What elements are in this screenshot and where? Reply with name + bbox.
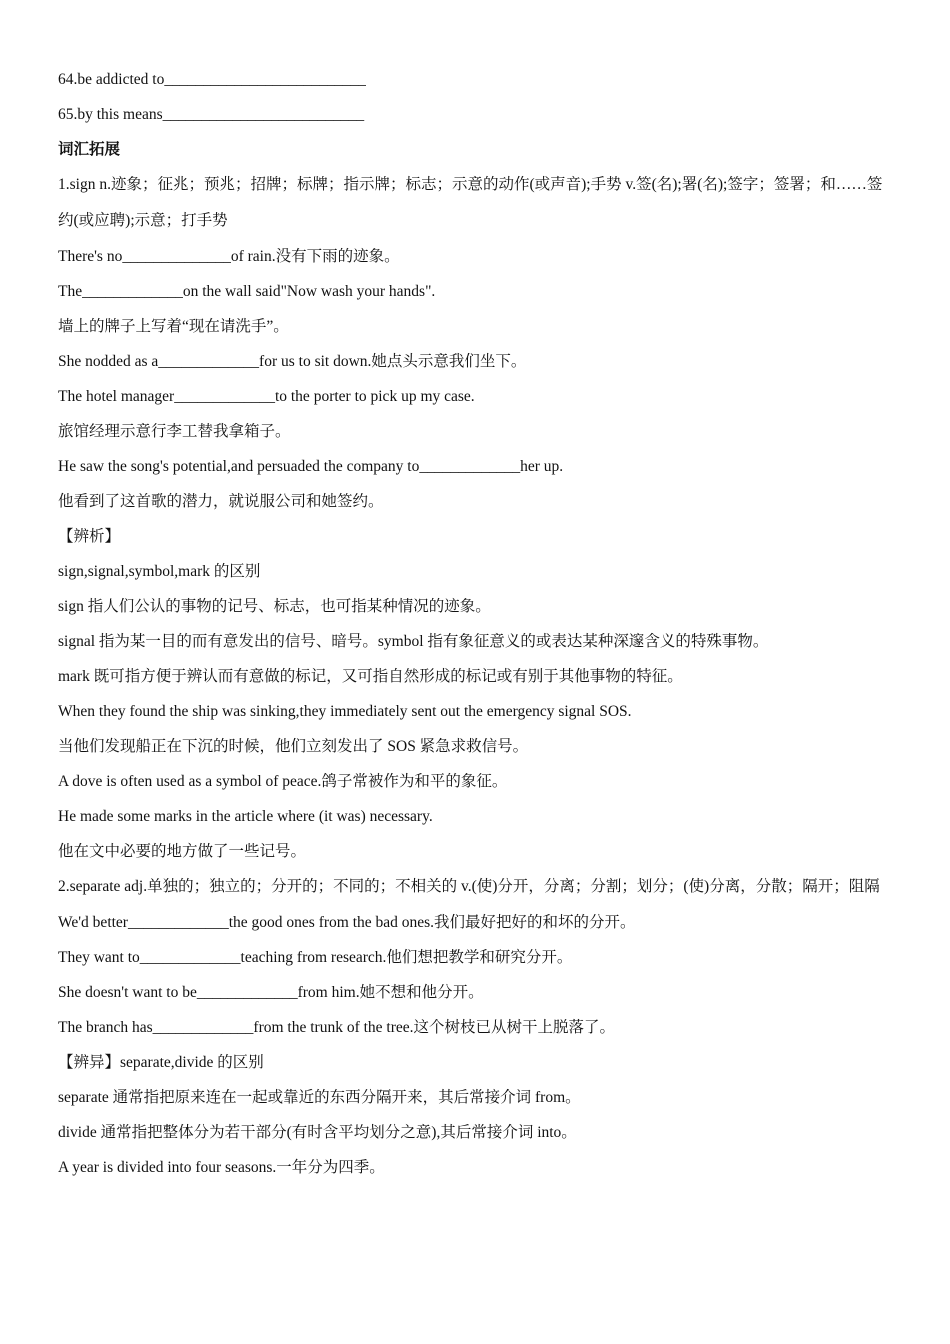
- text-line: 他在文中必要的地方做了一些记号。: [58, 843, 307, 860]
- document-page: [58, 62, 888, 1185]
- text-line: A year is divided into four seasons.一年分为四季。: [58, 1159, 385, 1176]
- text-line: When they found the ship was sinking,they immediately sent out the emergency signal SOS.: [58, 703, 632, 720]
- text-line: They want to_____________teaching from research.他们想把教学和研究分开。: [58, 949, 573, 966]
- text-line: 【辨异】separate,divide 的区别: [58, 1054, 264, 1071]
- text-line: 2.separate adj.单独的；独立的；分开的；不同的；不相关的 v.(使)分开，分离；分割；划分；(使)分离，分散；隔开；阻隔: [58, 878, 880, 895]
- text-line: divide 通常指把整体分为若干部分(有时含平均划分之意),其后常接介词 into。: [58, 1124, 577, 1141]
- text-line: 旅馆经理示意行李工替我拿箱子。: [58, 423, 291, 440]
- section-heading: 词汇拓展: [58, 141, 121, 158]
- text-line: sign,signal,symbol,mark 的区别: [58, 563, 261, 580]
- text-line: The branch has_____________from the trunk of the tree.这个树枝已从树干上脱落了。: [58, 1019, 616, 1036]
- text-line: He saw the song's potential,and persuaded the company to_____________her up.: [58, 458, 564, 475]
- text-line: sign 指人们公认的事物的记号、标志，也可指某种情况的迹象。: [58, 598, 491, 615]
- text-line: The hotel manager_____________to the porter to pick up my case.: [58, 388, 475, 405]
- text-line: signal 指为某一目的而有意发出的信号、暗号。symbol 指有象征意义的或表达某种深邃含义的特殊事物。: [58, 633, 769, 650]
- text-line: She doesn't want to be_____________from him.她不想和他分开。: [58, 984, 484, 1001]
- text-line: mark 既可指方便于辨认而有意做的标记，又可指自然形成的标记或有别于其他事物的特征。: [58, 668, 683, 685]
- text-line: 他看到了这首歌的潜力，就说服公司和她签约。: [58, 493, 384, 510]
- text-line: 墙上的牌子上写着“现在请洗手”。: [58, 318, 289, 335]
- text-line: 65.by this means__________________________: [58, 106, 365, 123]
- text-line: A dove is often used as a symbol of peace.鸽子常被作为和平的象征。: [58, 773, 508, 790]
- text-line: There's no______________of rain.没有下雨的迹象。: [58, 248, 400, 265]
- text-line: She nodded as a_____________for us to sit down.她点头示意我们坐下。: [58, 353, 527, 370]
- text-line: 【辨析】: [58, 528, 121, 545]
- text-line: 1.sign n.迹象；征兆；预兆；招牌；标牌；指示牌；标志；示意的动作(或声音);手势 v.签(名);署(名);签字；签署；和……签约(或应聘);示意；打手势: [58, 176, 883, 229]
- text-line: We'd better_____________the good ones from the bad ones.我们最好把好的和坏的分开。: [58, 914, 636, 931]
- text-line: He made some marks in the article where (it was) necessary.: [58, 808, 433, 825]
- text-line: 64.be addicted to__________________________: [58, 71, 366, 88]
- text-line: separate 通常指把原来连在一起或靠近的东西分隔开来，其后常接介词 from。: [58, 1089, 581, 1106]
- text-line: 当他们发现船正在下沉的时候，他们立刻发出了 SOS 紧急求救信号。: [58, 738, 529, 755]
- text-line: The_____________on the wall said"Now wash your hands".: [58, 283, 436, 300]
